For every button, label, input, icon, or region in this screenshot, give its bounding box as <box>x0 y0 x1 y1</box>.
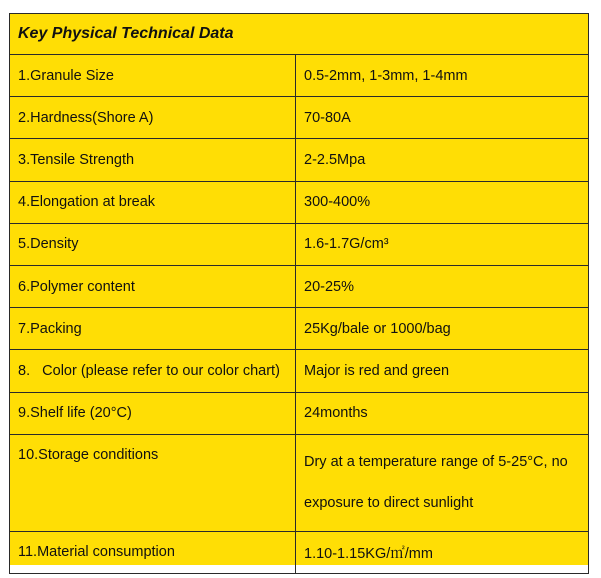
row-label-elongation: 4.Elongation at break <box>10 181 296 223</box>
table-row <box>10 97 589 139</box>
row-value-storage-conditions: Dry at a temperature range of 5-25°C, no exposure to direct sunlight <box>296 434 589 531</box>
technical-data-table <box>9 13 589 574</box>
row-label-color: 8. Color (please refer to our color chart) <box>10 350 296 392</box>
table-row <box>10 55 589 97</box>
row-value-polymer-content: 20-25% <box>296 265 589 307</box>
row-value-material-consumption: 1.10-1.15KG/㎡/mm <box>296 531 589 573</box>
row-value-hardness: 70-80A <box>296 97 589 139</box>
table-title: Key Physical Technical Data <box>10 14 589 55</box>
table-row <box>10 265 589 307</box>
table-row <box>10 181 589 223</box>
row-value-elongation: 300-400% <box>296 181 589 223</box>
table-row <box>10 308 589 350</box>
row-value-shelf-life: 24months <box>296 392 589 434</box>
row-value-density: 1.6-1.7G/cm³ <box>296 223 589 265</box>
table-row <box>10 223 589 265</box>
row-label-packing: 7.Packing <box>10 308 296 350</box>
row-label-polymer-content: 6.Polymer content <box>10 265 296 307</box>
row-label-storage-conditions: 10.Storage conditions <box>10 434 296 531</box>
table-row <box>10 139 589 181</box>
row-label-material-consumption: 11.Material consumption <box>10 531 296 573</box>
row-label-tensile-strength: 3.Tensile Strength <box>10 139 296 181</box>
table-row <box>10 531 589 573</box>
row-value-packing: 25Kg/bale or 1000/bag <box>296 308 589 350</box>
table-row <box>10 434 589 531</box>
row-label-hardness: 2.Hardness(Shore A) <box>10 97 296 139</box>
row-value-granule-size: 0.5-2mm, 1-3mm, 1-4mm <box>296 55 589 97</box>
row-label-density: 5.Density <box>10 223 296 265</box>
table-row <box>10 392 589 434</box>
table-title-row <box>10 14 589 55</box>
row-value-tensile-strength: 2-2.5Mpa <box>296 139 589 181</box>
row-label-granule-size: 1.Granule Size <box>10 55 296 97</box>
table-row <box>10 350 589 392</box>
row-label-shelf-life: 9.Shelf life (20°C) <box>10 392 296 434</box>
technical-data-sheet <box>9 13 588 565</box>
row-value-color: Major is red and green <box>296 350 589 392</box>
